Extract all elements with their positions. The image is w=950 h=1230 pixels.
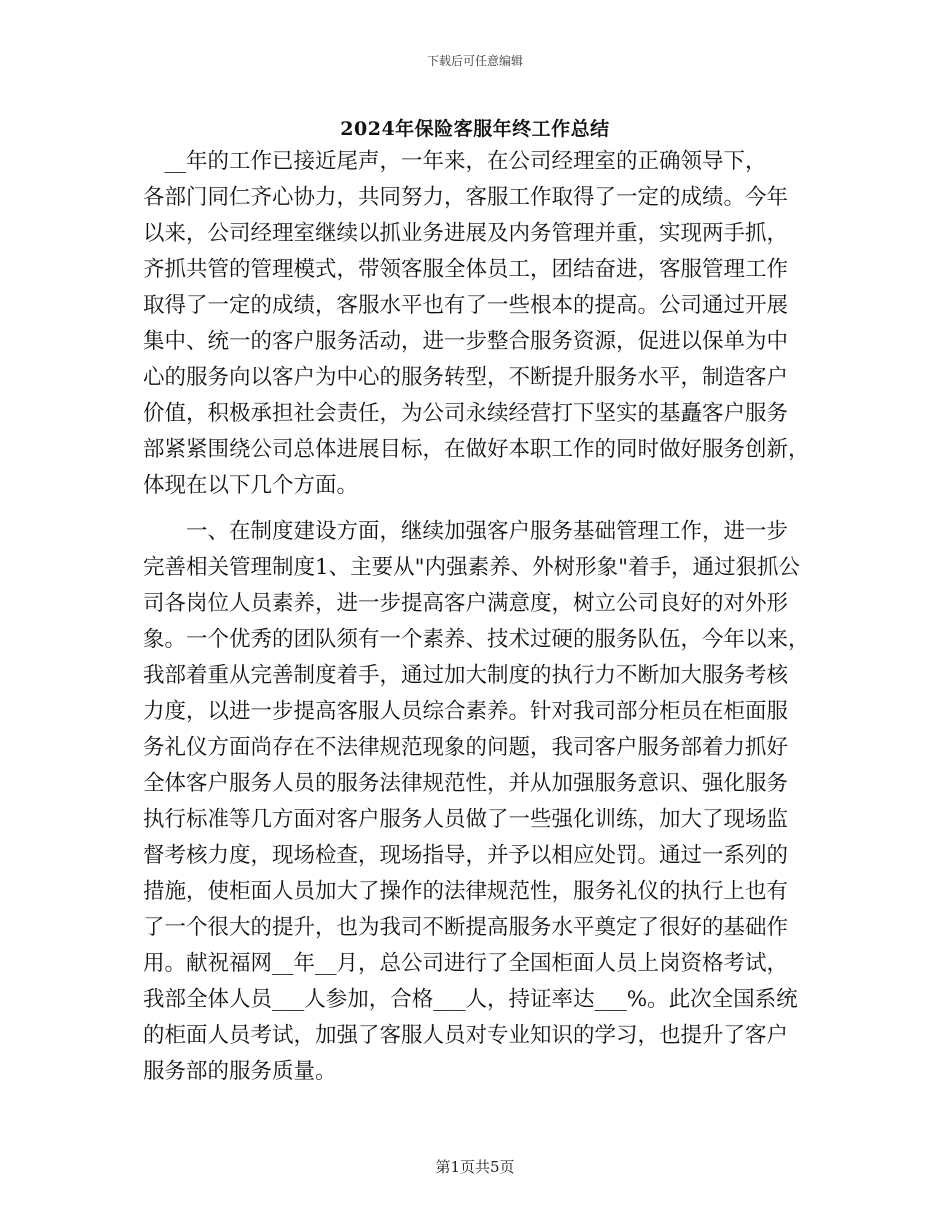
body-line: 心的服务向以客户为中心的服务转型，不断提升服务水平，制造客户: [143, 365, 789, 390]
body-line: 取得了一定的成绩，客服水平也有了一些根本的提高。公司通过开展: [143, 293, 789, 318]
body-line: 服务部的服务质量。: [143, 1059, 337, 1084]
body-line: 以来，公司经理室继续以抓业务进展及内务管理并重，实现两手抓，: [143, 221, 789, 246]
body-line: __年的工作已接近尾声，一年来，在公司经理室的正确领导下，: [143, 149, 767, 174]
document-title: 2024年保险客服年终工作总结: [340, 118, 610, 140]
body-line: 集中、统一的客户服务活动，进一步整合服务资源，促进以保单为中: [143, 329, 789, 354]
body-line: 我部着重从完善制度着手，通过加大制度的执行力不断加大服务考核: [143, 663, 789, 688]
body-line: 司各岗位人员素养，进一步提高客户满意度，树立公司良好的对外形: [143, 591, 789, 616]
body-line: 价值，积极承担社会责任，为公司永续经营打下坚实的基矗客户服务: [143, 401, 789, 426]
body-line: 务礼仪方面尚存在不法律规范现象的问题，我司客户服务部着力抓好: [143, 735, 789, 760]
body-line: 的柜面人员考试，加强了客服人员对专业知识的学习，也提升了客户: [143, 1023, 789, 1048]
body-line: 各部门同仁齐心协力，共同努力，客服工作取得了一定的成绩。今年: [143, 185, 789, 210]
body-line: 部紧紧围绕公司总体进展目标，在做好本职工作的同时做好服务创新，: [143, 437, 810, 462]
body-line: 执行标准等几方面对客户服务人员做了一些强化训练，加大了现场监: [143, 807, 789, 832]
header-note: 下载后可任意编辑: [426, 54, 523, 68]
body-line: 力度，以进一步提高客服人员综合素养。针对我司部分柜员在柜面服: [143, 699, 789, 724]
body-line: 全体客户服务人员的服务法律规范性，并从加强服务意识、强化服务: [143, 771, 789, 796]
body-line: 体现在以下几个方面。: [143, 473, 359, 498]
body-line: 象。一个优秀的团队须有一个素养、技术过硬的服务队伍，今年以来，: [143, 627, 810, 652]
body-line: 完善相关管理制度1、主要从"内强素养、外树形象"着手，通过狠抓公: [143, 555, 800, 580]
body-line: 一、在制度建设方面，继续加强客户服务基础管理工作，进一步: [143, 519, 789, 544]
body-line: 用。献祝福网__年__月，总公司进行了全国柜面人员上岗资格考试，: [143, 951, 789, 976]
body-line: 了一个很大的提升，也为我司不断提高服务水平奠定了很好的基础作: [143, 915, 789, 940]
body-line: 齐抓共管的管理模式，带领客服全体员工，团结奋进，客服管理工作: [143, 257, 789, 282]
body-line: 督考核力度，现场检查，现场指导，并予以相应处罚。通过一系列的: [143, 843, 789, 868]
body-line: 我部全体人员___人参加，合格___人，持证率达___%。此次全国系统: [143, 987, 798, 1012]
page-number: 第1页共5页: [435, 1158, 515, 1176]
body-line: 措施，使柜面人员加大了操作的法律规范性，服务礼仪的执行上也有: [143, 879, 789, 904]
